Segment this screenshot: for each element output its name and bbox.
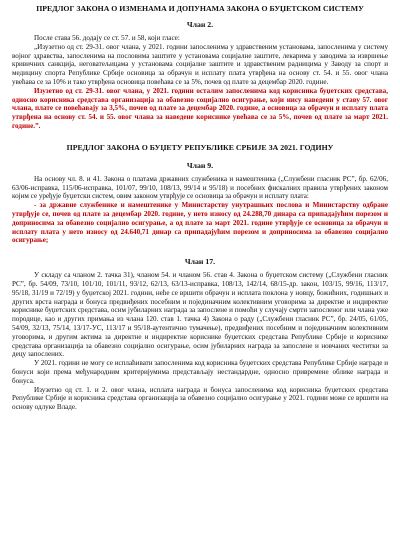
law-title-budget-system: ПРЕДЛОГ ЗАКОНА О ИЗМЕНАМА И ДОПУНАМА ЗАКОНА О БУЏЕТСКОМ СИСТЕМУ [36, 4, 364, 13]
paragraph-bonuses: У складу са чланом 2. тачка 31), чланом 54. и чланом 56. став 4. Закона о буџетском систему („Службени гласник РС”, бр. 54/09, 73/10, 101/10, 101/11, 93/12, 62/13, 63/13-исправка, 108/13, 142/14, 68/15-др. закон, 103/15, 99/16, 113/17, 95/18, 31/19 и 72/19) у буџетској 2021. години, неће се вршити обрачун и исплата поклона у новцу, божићних, годишњих и других врста награда и бонуса предвиђених посебним и појединачним колективним уговорима за директне и индиректне кориснике буџетских средстава, осим јубиларних награда за запослене и помоћи у случају смрти запосленог или члана уже породице, као и других примања из члана 120. став 1. тачка 4) Закона о раду („Службени гласник РС”, бр. 24/05, 61/05, 54/09, 32/13, 75/14, 13/17-УС, 113/17 и 95/18-аутентично тумачење), предвиђених посебним и појединачним колективним уговорима, и другим актима за директне и индиректне кориснике буџетских средстава Републике Србије и кориснике средстава организација за обавезно социјално осигурање, осим јубиларних награда за запослене и новчаних честитки за децу запослених. [12, 271, 388, 359]
paragraph-58-highlighted: Изузетно од ст. 29-31. овог члана, у 2021. години осталим запосленима код корисника буџетских средстава, односно корисника средстава организација за обавезно социјално осигурање, који нису наведени у ставу 57. овог члана, плате се повећавају за 3,5%, почев од плате за децембар 2020. године, а основица за обрачун и исплату плата утврђена на основу ст. 54. и 55. овог члана за наведене кориснике увећава се за 5%, почев од плате за март 2021. године.”. [12, 86, 388, 130]
article-9-heading: Члан 9. [186, 160, 214, 170]
paragraph-intro: После става 56. додају се ст. 57. и 58, који гласе: [34, 34, 180, 42]
paragraph-government-decision: Изузетно од ст. 1. и 2. овог члана, исплата награда и бонуса запосленима код корисника буџетских средстава Републике Србије и корисника средстава организација за обавезно социјално осигурање у 2021. години може се вршити на основу одлуке Владе. [12, 385, 388, 412]
law-title-budget-2021: ПРЕДЛОГ ЗАКОНА О БУЏЕТУ РЕПУБЛИКЕ СРБИЈЕ ЗА 2021. ГОДИНУ [66, 142, 334, 152]
article-17-heading: Члан 17. [184, 257, 216, 267]
paragraph-salary-basis: На основу чл. 8. и 41. Закона о платама државних службеника и намештеника („Службени гласник РС”, бр. 62/06, 63/06-исправка, 115/06-исправка, 101/07, 99/10, 108/13, 99/14 и 95/18) и посебних фискалних правила утврђених законом којим се уређује буџетски систем, овим законом утврђује се основица за обрачун и исплату плата: [12, 174, 388, 201]
paragraph-nonstandard-awards: У 2021. години не могу се исплаћивати запосленима код корисника буџетских средстава Републике Србије награде и бонуси који према међународним критеријумима представљају нестандардне, односно привремене облике награда и бонуса. [12, 359, 388, 385]
paragraph-mup-defense-highlighted: - за државне службенике и намештенике у Министарству унутрашњих послова и Министарству одбране утврђује се, почев од плате за децембар 2020. године, у нето износу од 24.288,70 динара са припадајућим порезом и доприносима за обавезно социјално осигурање, а од плате за март 2021. године утврђује се основица за обрачун и исплату плата у нето износу од 24.640,71 динар са припадајућим порезом и доприносима за обавезно социјално осигурање; [12, 201, 388, 245]
paragraph-57: „Изузетно од ст. 29-31. овог члана, у 2021. години запосленима у здравственим установама, запосленима у систему војног здравства, запосленима на пословима заштите у установама социјалне заштите, лекарима у заводима за извршење кривичних санкција, неговатељицама у установама социјалне заштите и здравственим радницима у Заводу за спорт и медицину спорта Републике Србије основица за обрачун и исплату плата утврђена на основу ст. 54. и 55. овог члана увећава се за 10% и тако утврђена основица повећава се за 5%, почев од плате за децембар 2020. године. [12, 42, 388, 86]
article-2-heading: Члан 2. [186, 20, 214, 29]
